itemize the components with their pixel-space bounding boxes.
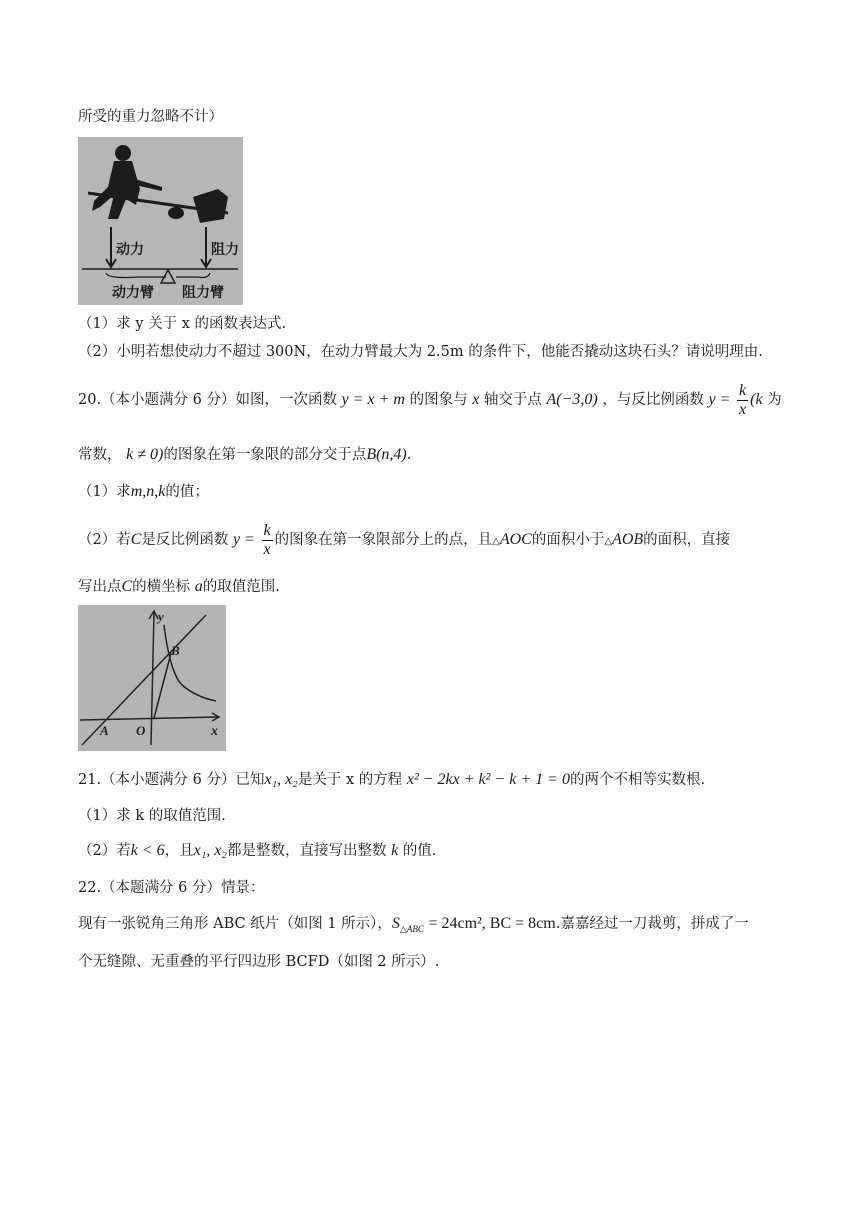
lever-illustration [78, 137, 243, 305]
resistance-label: 阻力 [211, 242, 239, 258]
lever-figure [78, 137, 243, 305]
question-22-stem: 现有一张锐角三角形 ABC 纸片（如图 1 所示），$S_{\triangle ABC} = 24cm^2$, BC = 8cm.嘉嘉经过一刀裁剪，拼成了一 [78, 915, 749, 934]
question-21-part-2: （2）若k < 6，且x₁, x₂都是整数，直接写出整数 k 的值. [78, 842, 437, 859]
question-19-part-2: （2）小明若想使动力不超过 300N，在动力臂最大为 2.5m 的条件下，他能否撬动这块石头？请说明理由. [78, 344, 763, 360]
effort-label: 动力 [116, 242, 144, 258]
question-20-stem-cont: 常数， k ≠ 0)的图象在第一象限的部分交于点B(n,4). [78, 446, 412, 463]
function-graph [78, 605, 226, 751]
fraction-k-over-x: $\frac{k}{x}$ [739, 381, 747, 418]
text-line: 所受的重力忽略不计） [78, 109, 223, 125]
question-22-heading: 22.（本题满分 6 分）情景： [78, 880, 265, 896]
question-21-part-1: （1）求 k 的取值范围. [78, 808, 226, 824]
point-a-label: A [100, 723, 109, 738]
effort-arm-label: 动力臂 [112, 285, 154, 301]
resistance-arm-label: 阻力臂 [182, 285, 224, 301]
person-head [115, 145, 131, 161]
question-22-stem-cont: 个无缝隙、无重叠的平行四边形 BCFD（如图 2 所示）. [78, 954, 440, 970]
question-20-part-1: （1）求m,n,k的值； [78, 483, 209, 500]
function-graph-figure [78, 605, 226, 751]
y-axis-label: y [158, 609, 164, 624]
question-20-part-2-cont: 写出点C的横坐标 a的取值范围. [78, 578, 280, 595]
origin-label: O [136, 723, 146, 738]
question-20-part-2: （2）若C是反比例函数 y = $\frac{k}{x}$ 的图象在第一象限部分上的点，且△AOC的面积小于△AOB的面积，直接 [78, 521, 731, 558]
question-20-stem: 20.（本小题满分 6 分）如图，一次函数 y = x + m 的图象与 x 轴交于点 A(−3,0) ，与反比例函数 y = $\frac{k}{x}$ (k 为 [78, 381, 782, 418]
point-b-label: B [171, 643, 180, 658]
x-axis-label: x [211, 724, 218, 739]
question-19-part-1: （1）求 y 关于 x 的函数表达式. [78, 316, 287, 332]
question-21-stem: 21.（本小题满分 6 分）已知x₁, x₂是关于 x 的方程 x² − 2kx + k² − k + 1 = 0的两个不相等实数根. [78, 771, 706, 788]
